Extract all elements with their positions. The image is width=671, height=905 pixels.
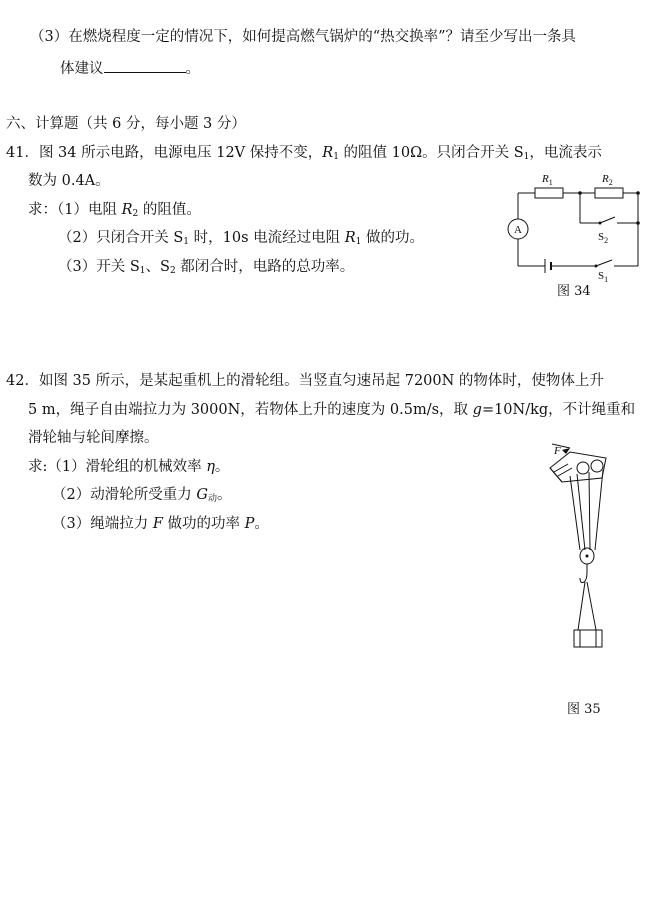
rope — [595, 470, 603, 550]
q42-ask2-a: （2）动滑轮所受重力 — [52, 487, 197, 503]
q41-ask3-s1-sub: 1 — [139, 266, 146, 276]
s2-label-sub: 2 — [604, 236, 609, 245]
force-label-f: F — [554, 445, 561, 457]
q41-text-c: ，电流表示 — [529, 145, 602, 161]
svg-text:S2 — [598, 231, 608, 245]
load-box — [574, 630, 602, 647]
q40-part3-line1: （3）在燃烧程度一定的情况下，如何提高燃气锅炉的“热交换率”？请至少写出一条具 — [30, 29, 577, 45]
q42-ask3-b: 做功的功率 — [162, 516, 245, 532]
junction-dot — [636, 191, 640, 195]
q42-ask2-g: G — [196, 487, 208, 503]
q41-ask2-s-sub: 1 — [183, 237, 190, 247]
q41-r2-sub: 2 — [132, 209, 139, 219]
switch-s2 — [600, 217, 615, 223]
circuit-figure-34 — [500, 168, 650, 298]
q41-ask3-b: 、S — [145, 259, 170, 275]
q40-period: 。 — [185, 61, 200, 77]
pulley-axle — [586, 555, 589, 558]
q40-answer-prompt: 体建议 — [60, 61, 104, 77]
section-heading: 六、计算题（共 6 分，每小题 3 分） — [6, 116, 246, 132]
sling — [578, 582, 585, 630]
crane-pulley-figure-35 — [540, 440, 620, 652]
q41-ask1 — [28, 200, 201, 224]
q41-r2-symbol: R — [121, 202, 133, 218]
switch-pivot — [595, 265, 598, 268]
q41-line2: 数为 0.4A。 — [28, 173, 110, 189]
q42-line3: 滑轮轴与轮间摩擦。 — [28, 430, 159, 446]
q41-ask1-b: 的阻值。 — [138, 202, 201, 218]
r1-label: R — [542, 173, 549, 185]
q41-ask2-c: 做的功。 — [361, 230, 424, 246]
sling — [587, 582, 596, 630]
q41-ask2-a: （2）只闭合开关 S — [58, 230, 184, 246]
svg-text:R2 — [601, 173, 613, 187]
q42-ask1-b: 。 — [214, 459, 230, 475]
q42-line2-b: =10N/kg，不计绳重和 — [481, 402, 636, 418]
s1-label-sub: 1 — [604, 275, 609, 284]
resistor-r2 — [595, 188, 623, 198]
q41-ask2-b: 时，10s 电流经过电阻 — [189, 230, 345, 246]
q42-line2 — [28, 400, 635, 420]
q42-ask3-f: F — [152, 516, 163, 532]
q41-ask2-r-sub: 1 — [355, 237, 362, 247]
q41-ask3-a: （3）开关 S — [58, 259, 140, 275]
s1-label: S — [598, 270, 605, 282]
ammeter-label: A — [514, 224, 522, 236]
r1-label-sub: 1 — [548, 178, 553, 187]
q41-text-b: 的阻值 10Ω。只闭合开关 S — [338, 145, 524, 161]
fixed-pulley — [577, 462, 589, 474]
q42-ask1 — [28, 457, 229, 477]
boom-hatch — [554, 464, 568, 472]
figure-34-caption: 图 34 — [557, 284, 591, 299]
q41-ask2 — [58, 228, 424, 252]
q41-ask3 — [58, 257, 354, 281]
q41-ask3-s2-sub: 2 — [169, 266, 176, 276]
q42-line1: 42．如图 35 所示，是某起重机上的滑轮组。当竖直匀速吊起 7200N 的物体时，使物体上升 — [6, 373, 604, 389]
q42-line2-a: 5 m，绳子自由端拉力为 3000N，若物体上升的速度为 0.5m/s，取 — [28, 402, 473, 418]
q40-part3-line2 — [60, 58, 200, 79]
q42-ask3-c: 。 — [254, 516, 269, 532]
q41-line1 — [6, 143, 602, 167]
q42-ask3-p: P — [244, 516, 255, 532]
switch-pivot — [599, 222, 602, 225]
boom-hatch — [558, 468, 572, 476]
q42-ask1-a: 求:（1）滑轮组的机械效率 — [28, 459, 207, 475]
switch-s1 — [596, 260, 612, 266]
q40-answer-blank — [104, 58, 186, 73]
q41-r1-symbol: R — [322, 145, 334, 161]
q41-ask3-c: 都闭合时，电路的总功率。 — [175, 259, 355, 275]
q41-r1-sub: 1 — [333, 152, 339, 162]
junction-dot — [578, 191, 582, 195]
q41-ask1-a: 求：（1）电阻 — [28, 202, 122, 218]
q42-g-symbol: g — [472, 402, 482, 418]
hook — [580, 572, 587, 583]
junction-dot — [636, 221, 640, 225]
figure-35-caption: 图 35 — [567, 702, 601, 717]
r2-label-sub: 2 — [608, 178, 613, 187]
q41-ask2-r: R — [344, 230, 356, 246]
svg-text:S1 — [598, 270, 608, 284]
fixed-pulley — [591, 460, 603, 472]
r2-label: R — [602, 173, 609, 185]
q42-ask2 — [52, 485, 231, 509]
q42-ask3-a: （3）绳端拉力 — [52, 516, 153, 532]
q42-ask2-sub: 动 — [207, 494, 217, 504]
q42-ask3 — [52, 514, 269, 534]
q41-s1-sub: 1 — [523, 152, 530, 162]
q42-ask2-b: 。 — [216, 487, 232, 503]
s2-label: S — [598, 231, 605, 243]
q41-text-a: 41．图 34 所示电路，电源电压 12V 保持不变， — [6, 145, 323, 161]
rope — [589, 472, 590, 550]
resistor-r1 — [535, 188, 563, 198]
svg-text:R1 — [541, 173, 553, 187]
q42-eta: η — [206, 459, 215, 475]
